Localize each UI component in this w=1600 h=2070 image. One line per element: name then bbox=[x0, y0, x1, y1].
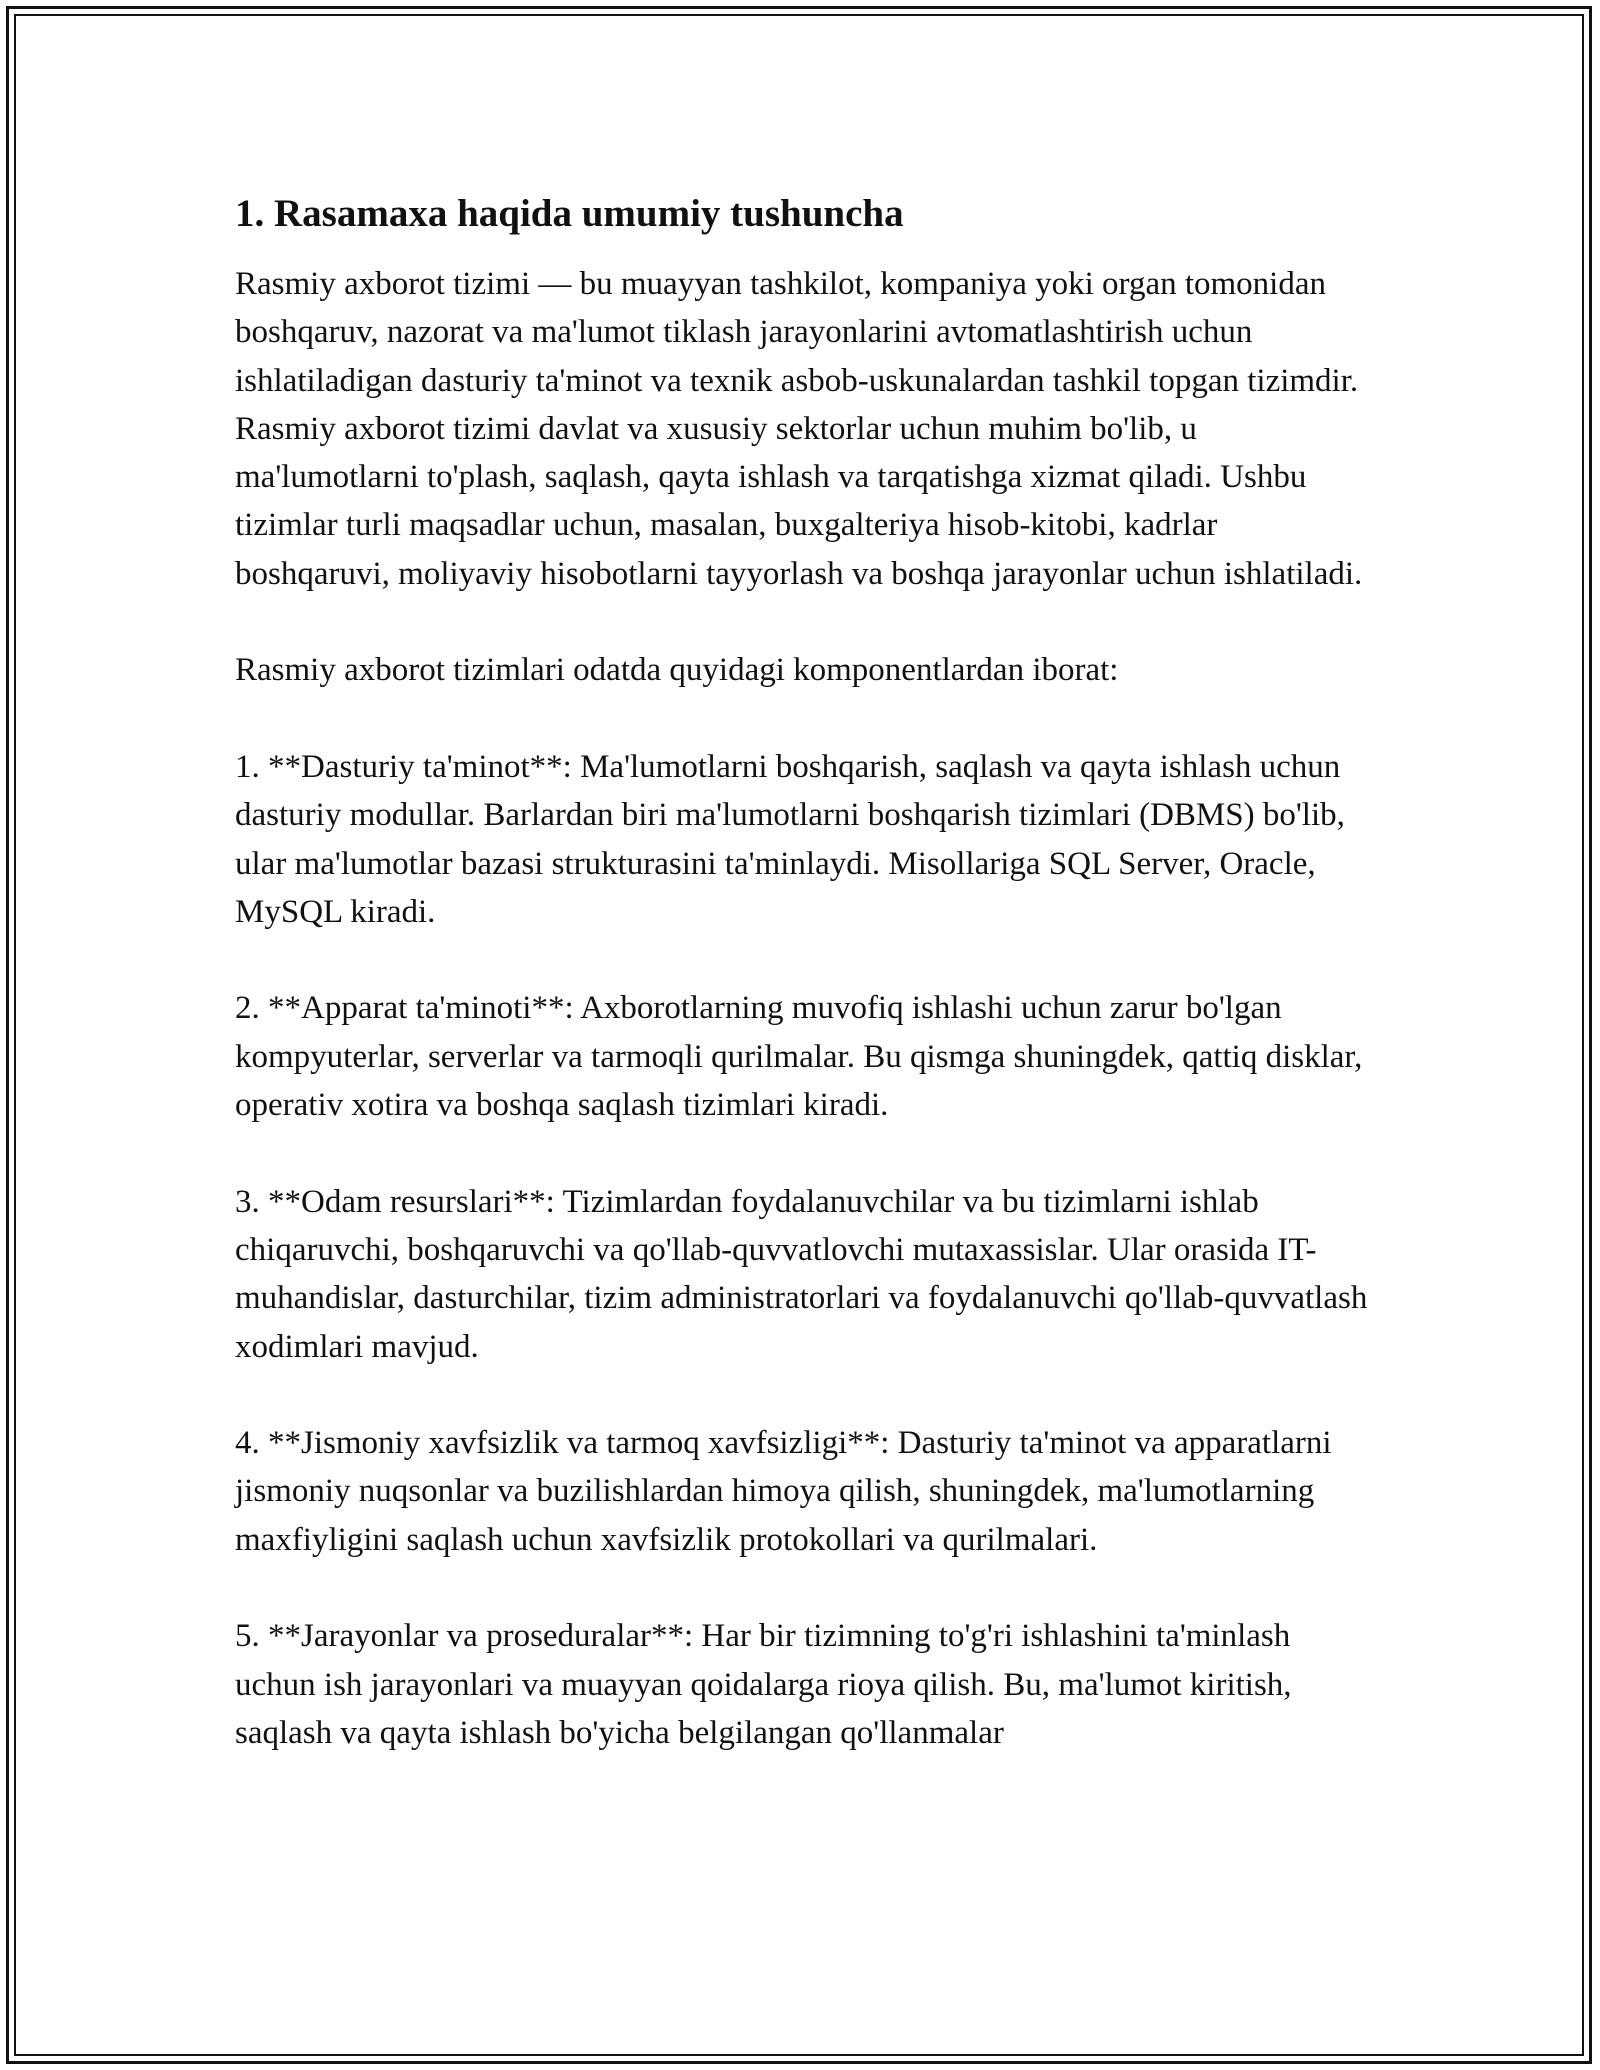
paragraph-gap bbox=[235, 1371, 1375, 1419]
list-item-hardware: 2. **Apparat ta'minoti**: Axborotlarning muvofiq ishlashi uchun zarur bo'lgan kompyuterlar, serverlar va tarmoqli qurilmalar. Bu qismga shuningdek, qattiq disklar, operativ xotira va boshqa saqlash tizimlari kiradi. bbox=[235, 990, 1363, 1124]
paragraph-gap bbox=[235, 695, 1375, 743]
section-heading: 1. Rasamaxa haqida umumiy tushuncha bbox=[235, 192, 904, 235]
paragraph-gap bbox=[235, 598, 1375, 646]
components-intro-paragraph: Rasmiy axborot tizimlari odatda quyidagi komponentlardan iborat: bbox=[235, 652, 1119, 689]
intro-paragraph: Rasmiy axborot tizimi — bu muayyan tashkilot, kompaniya yoki organ tomonidan boshqaruv, nazorat va ma'lumot tiklash jarayonlarini avtomatlashtirish uchun ishlatiladigan dasturiy ta'minot va texnik asbob-uskunalardan tashkil topgan tizimdir. Rasmiy axborot tizimi davlat va xususiy sektorlar uchun muhim bo'lib, u ma'lumotlarni to'plash, saqlash, qayta ishlash va tarqatishga xizmat qiladi. Ushbu tizimlar turli maqsadlar uchun, masalan, buxgalteriya hisob-kitobi, kadrlar boshqaruvi, moliyaviy hisobotlarni tayyorlash va boshqa jarayonlar uchun ishlatiladi. bbox=[235, 266, 1363, 592]
list-item-processes: 5. **Jarayonlar va proseduralar**: Har bir tizimning to'g'ri ishlashini ta'minlash uchun ish jarayonlari va muayyan qoidalarga rioya qilish. Bu, ma'lumot kiritish, saqlash va qayta ishlash bo'yicha belgilangan qo'llanmalar bbox=[235, 1618, 1292, 1751]
paragraph-gap bbox=[235, 936, 1375, 984]
paragraph-gap bbox=[235, 1129, 1375, 1177]
document-body bbox=[235, 186, 1375, 1757]
list-item-security: 4. **Jismoniy xavfsizlik va tarmoq xavfsizligi**: Dasturiy ta'minot va apparatlarni jismoniy nuqsonlar va buzilishlardan himoya qilish, shuningdek, ma'lumotlarning maxfiyligini saqlash uchun xavfsizlik protokollari va qurilmalari. bbox=[235, 1425, 1332, 1558]
list-item-software: 1. **Dasturiy ta'minot**: Ma'lumotlarni boshqarish, saqlash va qayta ishlash uchun dasturiy modullar. Barlardan biri ma'lumotlarni boshqarish tizimlari (DBMS) bo'lib, ular ma'lumotlar bazasi strukturasini ta'minlaydi. Misollariga SQL Server, Oracle, MySQL kiradi. bbox=[235, 748, 1345, 930]
list-item-human-resources: 3. **Odam resurslari**: Tizimlardan foydalanuvchilar va bu tizimlarni ishlab chiqaruvchi, boshqaruvchi va qo'llab-quvvatlovchi mutaxassislar. Ular orasida IT-muhandislar, dasturchilar, tizim administratorlari va foydalanuvchi qo'llab-quvvatlash xodimlari mavjud. bbox=[235, 1183, 1368, 1365]
paragraph-gap bbox=[235, 1564, 1375, 1612]
